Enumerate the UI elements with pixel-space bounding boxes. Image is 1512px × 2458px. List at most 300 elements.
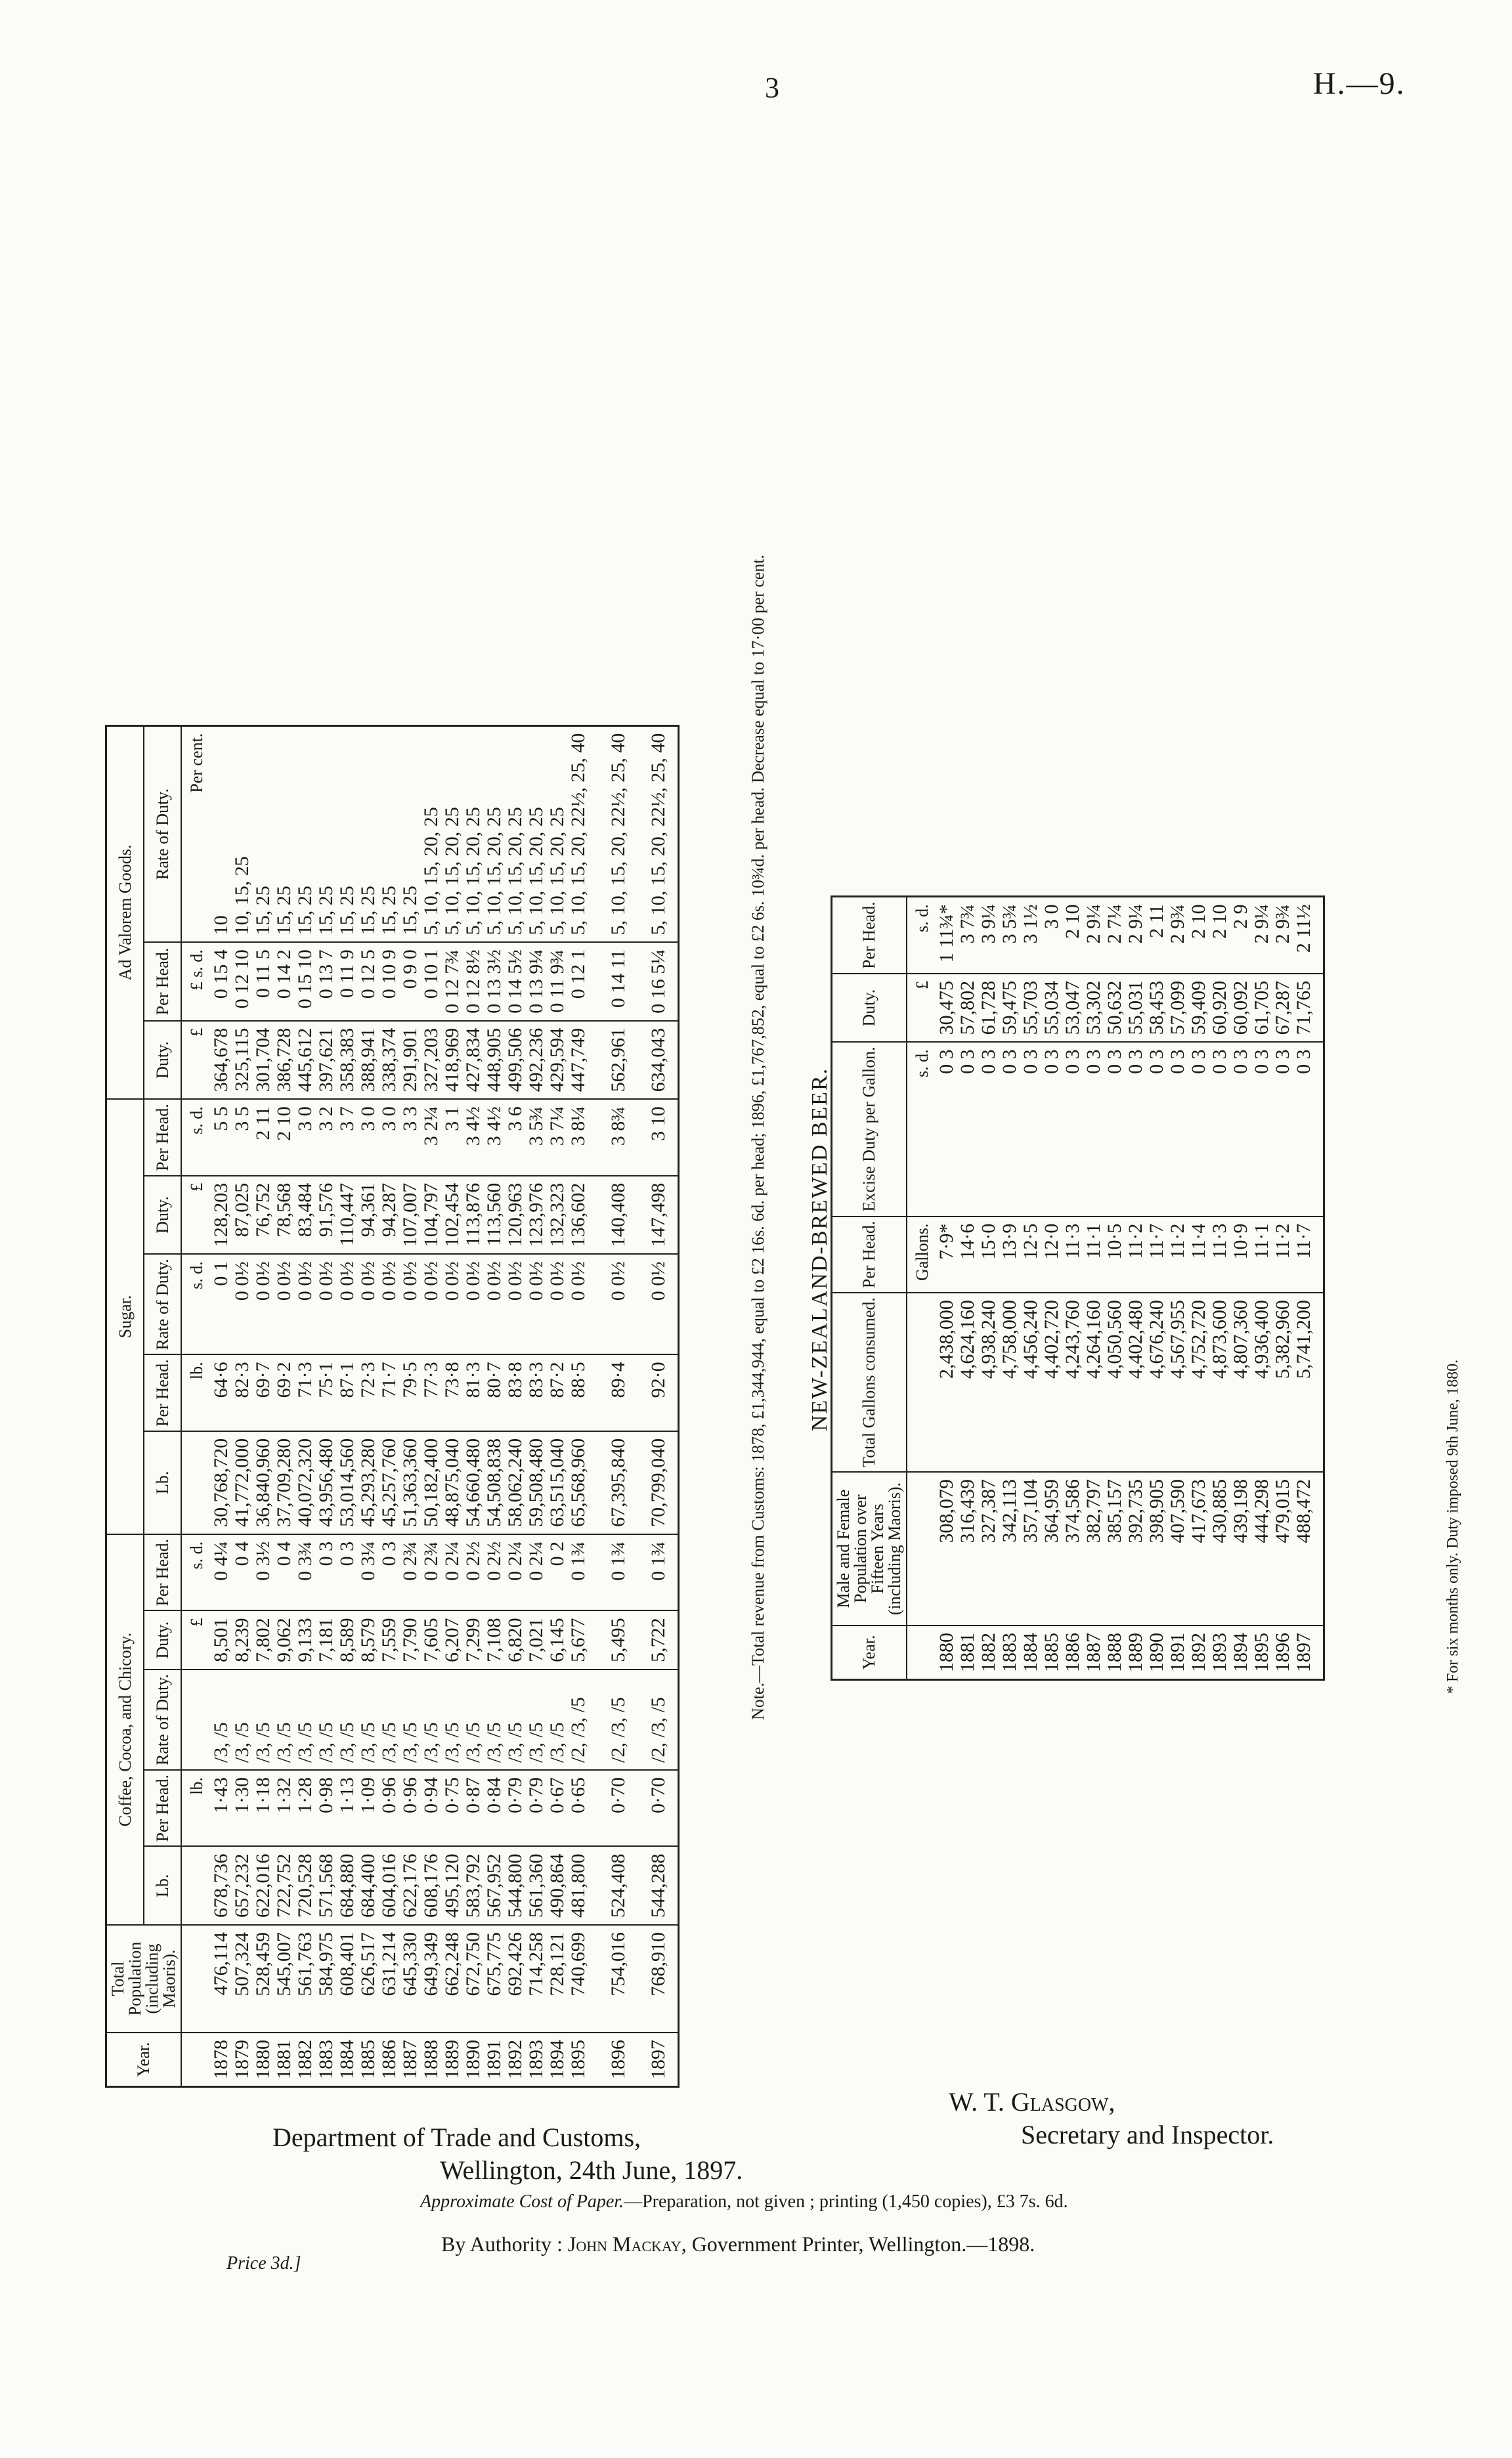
beer-cell: 417,673 <box>1188 1472 1209 1626</box>
table-cell: 65,568,960 <box>568 1431 589 1534</box>
table-cell: 388,941 <box>358 1021 379 1100</box>
table-cell: 327,203 <box>421 1021 442 1100</box>
table-cell: 87·2 <box>547 1354 568 1431</box>
table-cell: 0 0½ <box>526 1254 547 1354</box>
table-cell: /3, /5 <box>379 1670 400 1770</box>
table-cell: 37,709,280 <box>274 1431 295 1534</box>
table-cell: 0·70 <box>629 1770 679 1847</box>
table-cell: 3 2 <box>316 1099 337 1176</box>
beer-cell: 0 3 <box>936 1042 957 1216</box>
table-cell: 5 5 <box>211 1099 232 1176</box>
beer-unit-cell <box>907 1626 936 1680</box>
authority-prefix: By Authority : <box>441 2232 563 2256</box>
table-cell: 3 8¾ <box>589 1099 629 1176</box>
beer-cell: 0 3 <box>1146 1042 1167 1216</box>
beer-cell: 55,034 <box>1041 974 1062 1043</box>
beer-cell: 53,047 <box>1062 974 1083 1043</box>
table-cell: 54,508,838 <box>484 1431 505 1534</box>
beer-cell: 15·0 <box>978 1217 999 1293</box>
beer-row <box>957 897 978 1680</box>
table-cell: 0 9 0 <box>400 942 421 1021</box>
unit-cell: £ <box>181 1610 211 1670</box>
beer-cell: 444,298 <box>1251 1472 1272 1626</box>
table-cell: 338,374 <box>379 1021 400 1100</box>
revenue-table <box>105 725 680 2088</box>
table-cell: 70,799,040 <box>629 1431 679 1534</box>
table-cell: 89·4 <box>589 1354 629 1431</box>
beer-row <box>1251 897 1272 1680</box>
table-cell: 740,699 <box>568 1925 589 2033</box>
table-cell: 83·8 <box>505 1354 526 1431</box>
table-cell: 1880 <box>253 2033 274 2087</box>
table-cell: 5, 10, 15, 20, 22½, 25, 40 <box>589 725 629 942</box>
table-cell: 5, 10, 15, 20, 22½, 25, 40 <box>629 725 679 942</box>
table-cell: 481,800 <box>568 1847 589 1926</box>
table-cell: 82·3 <box>232 1354 253 1431</box>
table-cell: 0 1¾ <box>589 1534 629 1611</box>
document-reference: H.—9. <box>1313 66 1406 101</box>
table-cell: 6,820 <box>505 1610 526 1670</box>
table-cell: 0 12 5 <box>358 942 379 1021</box>
beer-cell: 57,099 <box>1167 974 1188 1043</box>
beer-cell: 5,741,200 <box>1293 1293 1324 1472</box>
table-cell: 107,007 <box>400 1176 421 1255</box>
table-cell: 1881 <box>274 2033 295 2087</box>
beer-cell: 1892 <box>1188 1626 1209 1680</box>
beer-cell: 2 11½ <box>1293 897 1324 974</box>
table-cell: /3, /5 <box>463 1670 484 1770</box>
table-cell: 1890 <box>463 2033 484 2087</box>
table-cell: 5, 10, 15, 20, 25 <box>547 725 568 942</box>
table-cell: 94,287 <box>379 1176 400 1255</box>
paper-cost-line <box>420 2191 1068 2212</box>
table-cell: 43,956,480 <box>316 1431 337 1534</box>
beer-cell: 1897 <box>1293 1626 1324 1680</box>
beer-unit-cell: s. d. <box>907 897 936 974</box>
beer-cell: 1891 <box>1167 1626 1188 1680</box>
beer-cell: 1888 <box>1104 1626 1125 1680</box>
paper-cost-label: Approximate Cost of Paper. <box>420 2191 624 2212</box>
table-cell: 1879 <box>232 2033 253 2087</box>
table-cell: 73·8 <box>442 1354 463 1431</box>
table-cell: 0·79 <box>505 1770 526 1847</box>
beer-cell: 1886 <box>1062 1626 1083 1680</box>
table-cell: 94,361 <box>358 1176 379 1255</box>
table-cell: 3 7¼ <box>547 1099 568 1176</box>
table-row <box>421 725 442 2086</box>
table-cell: 0 0½ <box>274 1254 295 1354</box>
table-cell: 0 11 5 <box>253 942 274 1021</box>
table-cell: 0·79 <box>526 1770 547 1847</box>
unit-cell: £ <box>181 1021 211 1100</box>
beer-cell: 1889 <box>1125 1626 1146 1680</box>
beer-cell: 4,402,720 <box>1041 1293 1062 1472</box>
table-cell: 662,248 <box>442 1925 463 2033</box>
table-row <box>211 725 232 2086</box>
subhead-col: Duty. <box>144 1021 181 1100</box>
table-cell: 136,602 <box>568 1176 589 1255</box>
table-cell: 0 1¾ <box>568 1534 589 1611</box>
beer-cell: 2,438,000 <box>936 1293 957 1472</box>
table-row <box>505 725 526 2086</box>
table-cell: 3 6 <box>505 1099 526 1176</box>
beer-cell: 4,624,160 <box>957 1293 978 1472</box>
beer-cell: 4,873,600 <box>1209 1293 1230 1472</box>
table-cell: 54,660,480 <box>463 1431 484 1534</box>
table-cell: 645,330 <box>400 1925 421 2033</box>
table-cell: 8,579 <box>358 1610 379 1670</box>
beer-cell: 11·1 <box>1251 1217 1272 1293</box>
table-cell: /3, /5 <box>232 1670 253 1770</box>
table-cell: 5, 10, 15, 20, 25 <box>505 725 526 942</box>
table-cell: 64·6 <box>211 1354 232 1431</box>
table-cell: 0 2¾ <box>421 1534 442 1611</box>
table-cell: 0·87 <box>463 1770 484 1847</box>
beer-cell: 4,938,240 <box>978 1293 999 1472</box>
table-cell: 622,176 <box>400 1847 421 1926</box>
subhead-col: Duty. <box>144 1176 181 1255</box>
table-cell: 0 4 <box>274 1534 295 1611</box>
beer-cell: 2 7¼ <box>1104 897 1125 974</box>
table-cell: 0 12 10 <box>232 942 253 1021</box>
beer-row <box>1167 897 1188 1680</box>
table-cell: 583,792 <box>463 1847 484 1926</box>
beer-cell: 55,031 <box>1125 974 1146 1043</box>
table-cell: 604,016 <box>379 1847 400 1926</box>
table-row <box>463 725 484 2086</box>
table-cell: 0 13 7 <box>316 942 337 1021</box>
beer-cell: 2 10 <box>1209 897 1230 974</box>
table-cell: 675,775 <box>484 1925 505 2033</box>
table-cell: 0 0½ <box>253 1254 274 1354</box>
table-cell: 87·1 <box>337 1354 358 1431</box>
table-cell: 427,834 <box>463 1021 484 1100</box>
beer-cell: 1894 <box>1230 1626 1251 1680</box>
table-cell: 754,016 <box>589 1925 629 2033</box>
place-date-line: Wellington, 24th June, 1897. <box>440 2155 743 2185</box>
beer-col-head: Duty. <box>832 974 907 1043</box>
beer-cell: 0 3 <box>978 1042 999 1216</box>
table-cell: 72·3 <box>358 1354 379 1431</box>
table-cell: 36,840,960 <box>253 1431 274 1534</box>
table-cell: 3 2¼ <box>421 1099 442 1176</box>
table-cell: 0 13 9¼ <box>526 942 547 1021</box>
table-cell: 0 3½ <box>253 1534 274 1611</box>
table-cell: 0 0½ <box>421 1254 442 1354</box>
beer-col-head: Total Gallons consumed. <box>832 1293 907 1472</box>
table-cell: 10, 15, 25 <box>232 725 253 942</box>
table-cell: 0 0½ <box>379 1254 400 1354</box>
table-cell: 0 12 7¾ <box>442 942 463 1021</box>
beer-cell: 407,590 <box>1167 1472 1188 1626</box>
beer-cell: 53,302 <box>1083 974 1104 1043</box>
table-cell: 499,506 <box>505 1021 526 1100</box>
table-cell: 147,498 <box>629 1176 679 1255</box>
beer-cell: 1895 <box>1251 1626 1272 1680</box>
table-cell: 545,007 <box>274 1925 295 2033</box>
beer-cell: 3 1½ <box>1020 897 1041 974</box>
table-cell: 524,408 <box>589 1847 629 1926</box>
beer-cell: 59,409 <box>1188 974 1209 1043</box>
table-row <box>337 725 358 2086</box>
table-cell: 71·3 <box>295 1354 316 1431</box>
table-row <box>274 725 295 2086</box>
table-cell: 561,763 <box>295 1925 316 2033</box>
table-row <box>232 725 253 2086</box>
table-cell: 0 4¼ <box>211 1534 232 1611</box>
table-cell: 7,021 <box>526 1610 547 1670</box>
unit-cell: Per cent. <box>181 725 211 942</box>
table-cell: 0 3¼ <box>358 1534 379 1611</box>
table-cell: 0·94 <box>421 1770 442 1847</box>
table-cell: 92·0 <box>629 1354 679 1431</box>
table-row <box>484 725 505 2086</box>
table-cell: 364,678 <box>211 1021 232 1100</box>
table-cell: 1·32 <box>274 1770 295 1847</box>
table-cell: 0 0½ <box>442 1254 463 1354</box>
beer-cell: 2 9¾ <box>1272 897 1293 974</box>
beer-cell: 357,104 <box>1020 1472 1041 1626</box>
table-cell: 0 2 <box>547 1534 568 1611</box>
table-cell: /2, /3, /5 <box>589 1670 629 1770</box>
beer-cell: 61,705 <box>1251 974 1272 1043</box>
table-cell: 1885 <box>358 2033 379 2087</box>
table-cell: 79·5 <box>400 1354 421 1431</box>
table-cell: 87,025 <box>232 1176 253 1255</box>
beer-cell: 479,015 <box>1272 1472 1293 1626</box>
beer-col-head: Male and Female Population over Fifteen Years (including Maoris). <box>832 1472 907 1626</box>
beer-cell: 4,807,360 <box>1230 1293 1251 1472</box>
beer-cell: 4,243,760 <box>1062 1293 1083 1472</box>
table-cell: 0 0½ <box>358 1254 379 1354</box>
table-cell: 1883 <box>316 2033 337 2087</box>
beer-row <box>1083 897 1104 1680</box>
beer-row <box>999 897 1020 1680</box>
table-cell: 0 0½ <box>505 1254 526 1354</box>
beer-cell: 2 9¼ <box>1251 897 1272 974</box>
table-cell: 0 11 9¾ <box>547 942 568 1021</box>
beer-cell: 0 3 <box>1125 1042 1146 1216</box>
table-cell: 0·96 <box>400 1770 421 1847</box>
table-cell: 608,176 <box>421 1847 442 1926</box>
table-cell: 9,133 <box>295 1610 316 1670</box>
beer-cell: 439,198 <box>1230 1472 1251 1626</box>
table-cell: 429,594 <box>547 1021 568 1100</box>
table-cell: 7,605 <box>421 1610 442 1670</box>
unit-cell: lb. <box>181 1354 211 1431</box>
beer-cell: 67,287 <box>1272 974 1293 1043</box>
beer-cell: 1887 <box>1083 1626 1104 1680</box>
beer-cell: 3 0 <box>1041 897 1062 974</box>
table-cell: 41,772,000 <box>232 1431 253 1534</box>
beer-cell: 1893 <box>1209 1626 1230 1680</box>
table-cell: 0 15 10 <box>295 942 316 1021</box>
table-cell: 0·70 <box>589 1770 629 1847</box>
table-cell: 571,568 <box>316 1847 337 1926</box>
unit-cell: s. d. <box>181 1254 211 1354</box>
beer-cell: 2 9¾ <box>1167 897 1188 974</box>
beer-cell: 2 9¼ <box>1083 897 1104 974</box>
table-cell: 128,203 <box>211 1176 232 1255</box>
table-cell: 1894 <box>547 2033 568 2087</box>
beer-unit-cell <box>907 1472 936 1626</box>
beer-unit-cell <box>907 1293 936 1472</box>
table-cell: 1897 <box>629 2033 679 2087</box>
beer-cell: 59,475 <box>999 974 1020 1043</box>
customs-revenue-note: Note.—Total revenue from Customs: 1878, £1,344,944, equal to £2 16s. 6d. per head; 1896, £1,767,852, equal to £2 6s. 10¾d. per head. Decrease equal to 17·00 per cent. <box>748 554 767 1720</box>
subhead-col: Per Head. <box>144 1770 181 1847</box>
table-cell: 6,145 <box>547 1610 568 1670</box>
table-cell: 78,568 <box>274 1176 295 1255</box>
table-cell: /3, /5 <box>337 1670 358 1770</box>
table-cell: 3 4½ <box>463 1099 484 1176</box>
beer-cell: 0 3 <box>1209 1042 1230 1216</box>
beer-cell: 430,885 <box>1209 1472 1230 1626</box>
table-cell: 3 5¾ <box>526 1099 547 1176</box>
table-cell: /3, /5 <box>505 1670 526 1770</box>
table-cell: 0·96 <box>379 1770 400 1847</box>
group-coffee: Coffee, Cocoa, and Chicory. <box>106 1534 144 1925</box>
beer-cell: 14·6 <box>957 1217 978 1293</box>
table-cell: 1887 <box>400 2033 421 2087</box>
table-cell: 0 2¼ <box>442 1534 463 1611</box>
table-cell: 15, 25 <box>253 725 274 942</box>
beer-cell: 364,959 <box>1041 1472 1062 1626</box>
table-cell: 3 1 <box>442 1099 463 1176</box>
beer-cell: 3 5¾ <box>999 897 1020 974</box>
subhead-col: Lb. <box>144 1847 181 1926</box>
beer-cell: 1881 <box>957 1626 978 1680</box>
table-cell: 490,864 <box>547 1847 568 1926</box>
table-cell: 9,062 <box>274 1610 295 1670</box>
table-cell: 0·75 <box>442 1770 463 1847</box>
table-cell: 0 14 5½ <box>505 942 526 1021</box>
beer-row <box>1272 897 1293 1680</box>
table-cell: 8,501 <box>211 1610 232 1670</box>
table-cell: 1895 <box>568 2033 589 2087</box>
unit-cell: £ s. d. <box>181 942 211 1021</box>
beer-cell: 0 3 <box>999 1042 1020 1216</box>
beer-col-head: Excise Duty per Gallon. <box>832 1042 907 1216</box>
table-cell: 0 2¼ <box>505 1534 526 1611</box>
subhead-col: Duty. <box>144 1610 181 1670</box>
table-cell: 0·84 <box>484 1770 505 1847</box>
beer-cell: 342,113 <box>999 1472 1020 1626</box>
table-cell: 51,363,360 <box>400 1431 421 1534</box>
table-cell: 110,447 <box>337 1176 358 1255</box>
table-cell: 1893 <box>526 2033 547 2087</box>
table-cell: 48,875,040 <box>442 1431 463 1534</box>
table-cell: 0 14 11 <box>589 942 629 1021</box>
table-cell: 7,790 <box>400 1610 421 1670</box>
table-cell: 132,323 <box>547 1176 568 1255</box>
beer-cell: 3 7¾ <box>957 897 978 974</box>
table-cell: /3, /5 <box>211 1670 232 1770</box>
beer-cell: 50,632 <box>1104 974 1125 1043</box>
table-cell: 15, 25 <box>400 725 421 942</box>
beer-row <box>1104 897 1125 1680</box>
table-cell: 15, 25 <box>337 725 358 942</box>
table-cell: 2 11 <box>253 1099 274 1176</box>
table-cell: 0 3 <box>337 1534 358 1611</box>
beer-cell: 374,586 <box>1062 1472 1083 1626</box>
beer-cell: 7·9* <box>936 1217 957 1293</box>
beer-cell: 12·0 <box>1041 1217 1062 1293</box>
table-cell: /2, /3, /5 <box>629 1670 679 1770</box>
table-cell: 102,454 <box>442 1176 463 1255</box>
beer-cell: 0 3 <box>1083 1042 1104 1216</box>
table-cell: 0 13 3½ <box>484 942 505 1021</box>
table-cell: 528,459 <box>253 1925 274 2033</box>
beer-row <box>1293 897 1324 1680</box>
beer-cell: 1885 <box>1041 1626 1062 1680</box>
table-cell: 0 15 4 <box>211 942 232 1021</box>
beer-cell: 2 10 <box>1188 897 1209 974</box>
beer-cell: 12·5 <box>1020 1217 1041 1293</box>
beer-cell: 10·5 <box>1104 1217 1125 1293</box>
table-cell: 5, 10, 15, 20, 25 <box>421 725 442 942</box>
table-cell: 0 2¾ <box>400 1534 421 1611</box>
table-cell: 0·67 <box>547 1770 568 1847</box>
beer-cell: 71,765 <box>1293 974 1324 1043</box>
table-cell: 123,976 <box>526 1176 547 1255</box>
table-cell: 5, 10, 15, 20, 25 <box>442 725 463 942</box>
table-cell: 1·18 <box>253 1770 274 1847</box>
table-cell: 5,677 <box>568 1610 589 1670</box>
table-cell: 1891 <box>484 2033 505 2087</box>
table-cell: 584,975 <box>316 1925 337 2033</box>
col-year: Year. <box>106 2033 182 2087</box>
beer-cell: 13·9 <box>999 1217 1020 1293</box>
beer-cell: 316,439 <box>957 1472 978 1626</box>
table-cell: 0 0½ <box>568 1254 589 1354</box>
table-cell: 1878 <box>211 2033 232 2087</box>
table-cell: 0 3 <box>379 1534 400 1611</box>
table-cell: 88·5 <box>568 1354 589 1431</box>
table-cell: 0 10 9 <box>379 942 400 1021</box>
unit-cell: lb. <box>181 1770 211 1847</box>
table-cell: 0 0½ <box>400 1254 421 1354</box>
table-cell: 1889 <box>442 2033 463 2087</box>
table-cell: 58,062,240 <box>505 1431 526 1534</box>
unit-cell <box>181 1847 211 1926</box>
table-cell: 714,258 <box>526 1925 547 2033</box>
table-cell: 291,901 <box>400 1021 421 1100</box>
subhead-col: Rate of Duty. <box>144 1254 181 1354</box>
table-cell: 104,797 <box>421 1176 442 1255</box>
beer-cell: 4,050,560 <box>1104 1293 1125 1472</box>
group-sugar: Sugar. <box>106 1099 144 1534</box>
beer-cell: 0 3 <box>1251 1042 1272 1216</box>
beer-cell: 4,752,720 <box>1188 1293 1209 1472</box>
beer-row <box>1020 897 1041 1680</box>
table-cell: 0 0½ <box>589 1254 629 1354</box>
beer-cell: 0 3 <box>1188 1042 1209 1216</box>
table-cell: 113,876 <box>463 1176 484 1255</box>
table-row <box>526 725 547 2086</box>
beer-cell: 60,092 <box>1230 974 1251 1043</box>
table-cell: 6,207 <box>442 1610 463 1670</box>
page-number: 3 <box>765 72 779 104</box>
beer-cell: 2 9¼ <box>1125 897 1146 974</box>
beer-row <box>978 897 999 1680</box>
printer-name: John Mackay <box>567 2232 681 2256</box>
beer-cell: 11·3 <box>1062 1217 1083 1293</box>
table-cell: 53,014,560 <box>337 1431 358 1534</box>
table-cell: 8,589 <box>337 1610 358 1670</box>
table-cell: 492,236 <box>526 1021 547 1100</box>
table-row <box>358 725 379 2086</box>
